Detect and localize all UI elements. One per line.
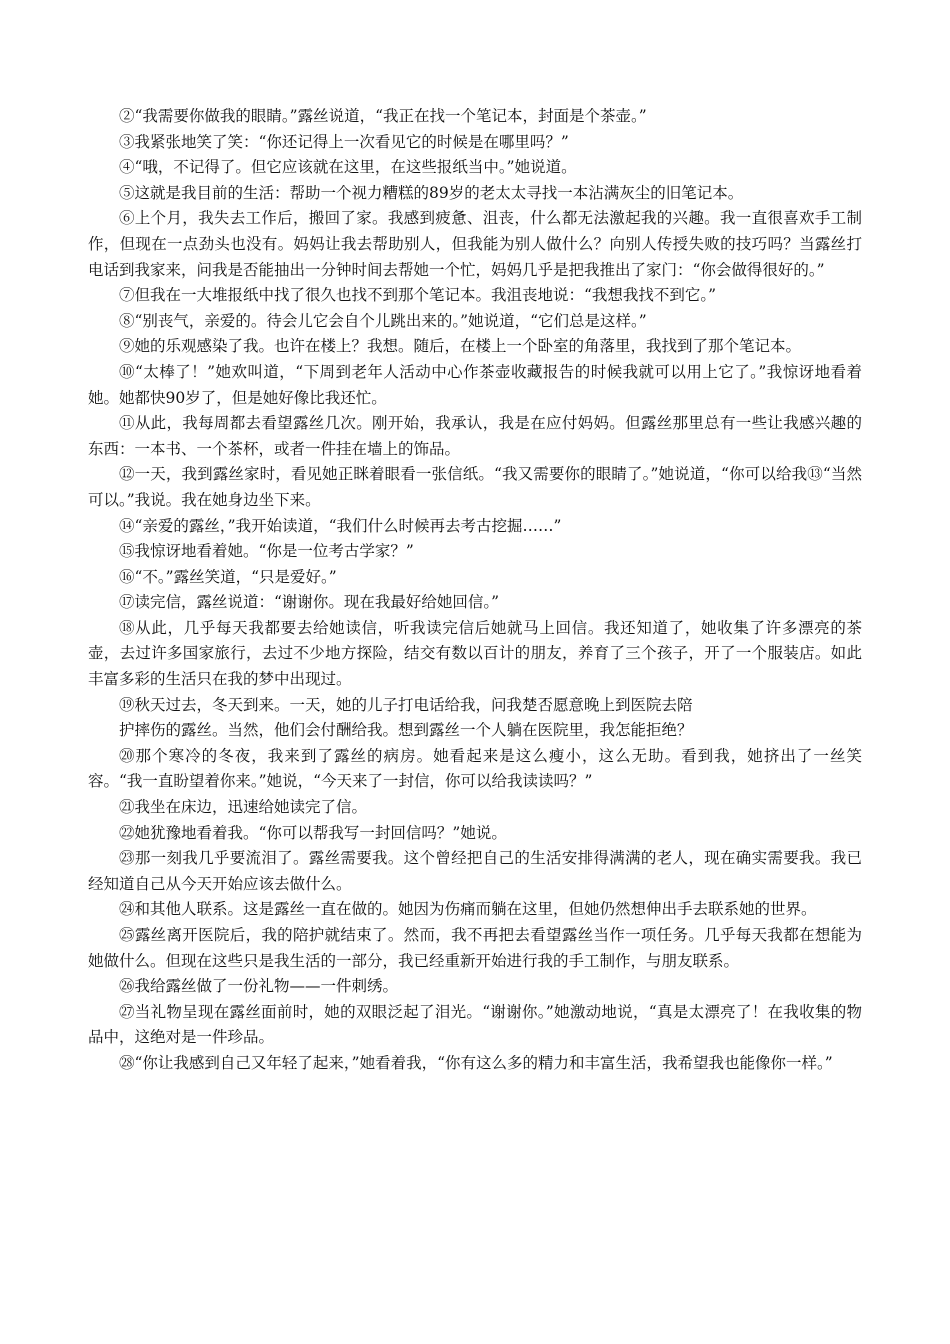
paragraph-9: ⑨她的乐观感染了我。也许在楼上？我想。随后，在楼上一个卧室的角落里，我找到了那个笔记本。 [119,337,802,356]
paragraph-5: ⑤这就是我目前的生活：帮助一个视力糟糕的89岁的老太太寻找一本沾满灰尘的旧笔记本。 [119,183,744,202]
paragraph-10: ⑩“太棒了！”她欢叫道，“下周到老年人活动中心作茶壶收藏报告的时候我就可以用上它了。”我惊讶地看着她。她都快90岁了，但是她好像比我还忙。 [88,362,862,407]
paragraph-15: ⑮我惊讶地看着她。“你是一位考古学家？” [119,542,414,561]
paragraph-20: ⑳那个寒冷的冬夜，我来到了露丝的病房。她看起来是这么瘦小，这么无助。看到我，她挤出了一丝笑容。“我一直盼望着你来。”她说，“今天来了一封信，你可以给我读读吗？” [88,746,862,791]
paragraph-25: ㉕露丝离开医院后，我的陪护就结束了。然而，我不再把去看望露丝当作一项任务。几乎每天我都在想能为她做什么。但现在这些只是我生活的一部分，我已经重新开始进行我的手工制作，与朋友联系。 [88,926,862,970]
paragraph-12: ⑫一天，我到露丝家时，看见她正眯着眼看一张信纸。“我又需要你的眼睛了。”她说道，“你可以给我⑬“当然可以。”我说。我在她身边坐下来。 [88,465,862,509]
paragraph-28: ㉘“你让我感到自己又年轻了起来，”她看着我，“你有这么多的精力和丰富生活，我希望我也能像你一样。” [119,1053,833,1072]
paragraph-6: ⑥上个月，我失去工作后，搬回了家。我感到疲惫、沮丧，什么都无法激起我的兴趣。我一直很喜欢手工制作，但现在一点劲头也没有。妈妈让我去帮助别人，但我能为别人做什么？向别人传授失败的技巧吗？当露丝打电话到我家来，问我是否能抽出一分钟时间去帮她一个忙，妈妈几乎是把我推出了家门：“你会做得很好的。” [88,209,862,279]
paragraph-18: ⑱从此，几乎每天我都要去给她读信，听我读完信后她就马上回信。我还知道了，她收集了许多漂亮的茶壶，去过许多国家旅行，去过不少地方探险，结交有数以百计的朋友，养育了三个孩子，开了一个服装店。如此丰富多彩的生活只在我的梦中出现过。 [88,618,862,689]
paragraph-19: ⑲秋天过去，冬天到来。一天，她的儿子打电话给我，问我楚否愿意晚上到医院去陪 [119,695,693,714]
paragraph-8: ⑧“别丧气，亲爱的。待会儿它会自个儿跳出来的。”她说道，“它们总是这样。” [119,311,647,330]
paragraph-19-continued: 护摔伤的露丝。当然，他们会付酬给我。想到露丝一个人躺在医院里，我怎能拒绝？ [119,721,693,740]
paragraph-14: ⑭“亲爱的露丝，”我开始读道，“我们什么时候再去考古挖掘……” [119,516,562,535]
paragraph-24: ㉔和其他人联系。这是露丝一直在做的。她因为伤痛而躺在这里，但她仍然想伸出手去联系她的世界。 [119,900,817,919]
paragraph-11: ⑪从此，我每周都去看望露丝几次。刚开始，我承认，我是在应付妈妈。但露丝那里总有一些让我感兴趣的东西：一本书、一个茶杯，或者一件挂在墙上的饰品。 [88,414,862,458]
paragraph-22: ㉒她犹豫地看着我。“你可以帮我写一封回信吗？”她说。 [119,823,507,842]
paragraph-23: ㉓那一刻我几乎要流泪了。露丝需要我。这个曾经把自己的生活安排得满满的老人，现在确实需要我。我已经知道自己从今天开始应该去做什么。 [88,849,862,893]
paragraph-7: ⑦但我在一大堆报纸中找了很久也找不到那个笔记本。我沮丧地说：“我想我找不到它。” [119,286,717,305]
paragraph-27: ㉗当礼物呈现在露丝面前时，她的双眼泛起了泪光。“谢谢你。”她激动地说，“真是太漂亮了！在我收集的物品中，这绝对是一件珍品。 [88,1002,862,1047]
paragraph-21: ㉑我坐在床边，迅速给她读完了信。 [119,798,368,817]
paragraph-4: ④“哦，不记得了。但它应该就在这里，在这些报纸当中。”她说道。 [119,158,577,177]
paragraph-17: ⑰读完信，露丝说道：“谢谢你。现在我最好给她回信。” [119,593,500,612]
paragraph-3: ③我紧张地笑了笑：“你还记得上一次看见它的时候是在哪里吗？” [119,132,569,151]
paragraph-2: ②“我需要你做我的眼睛。”露丝说道，“我正在找一个笔记本，封面是个茶壶。” [119,107,647,125]
paragraph-16: ⑯“不。”露丝笑道，“只是爱好。” [119,567,337,586]
document-body [88,104,862,1077]
paragraph-26: ㉖我给露丝做了一份礼物——一件刺绣。 [119,977,399,996]
